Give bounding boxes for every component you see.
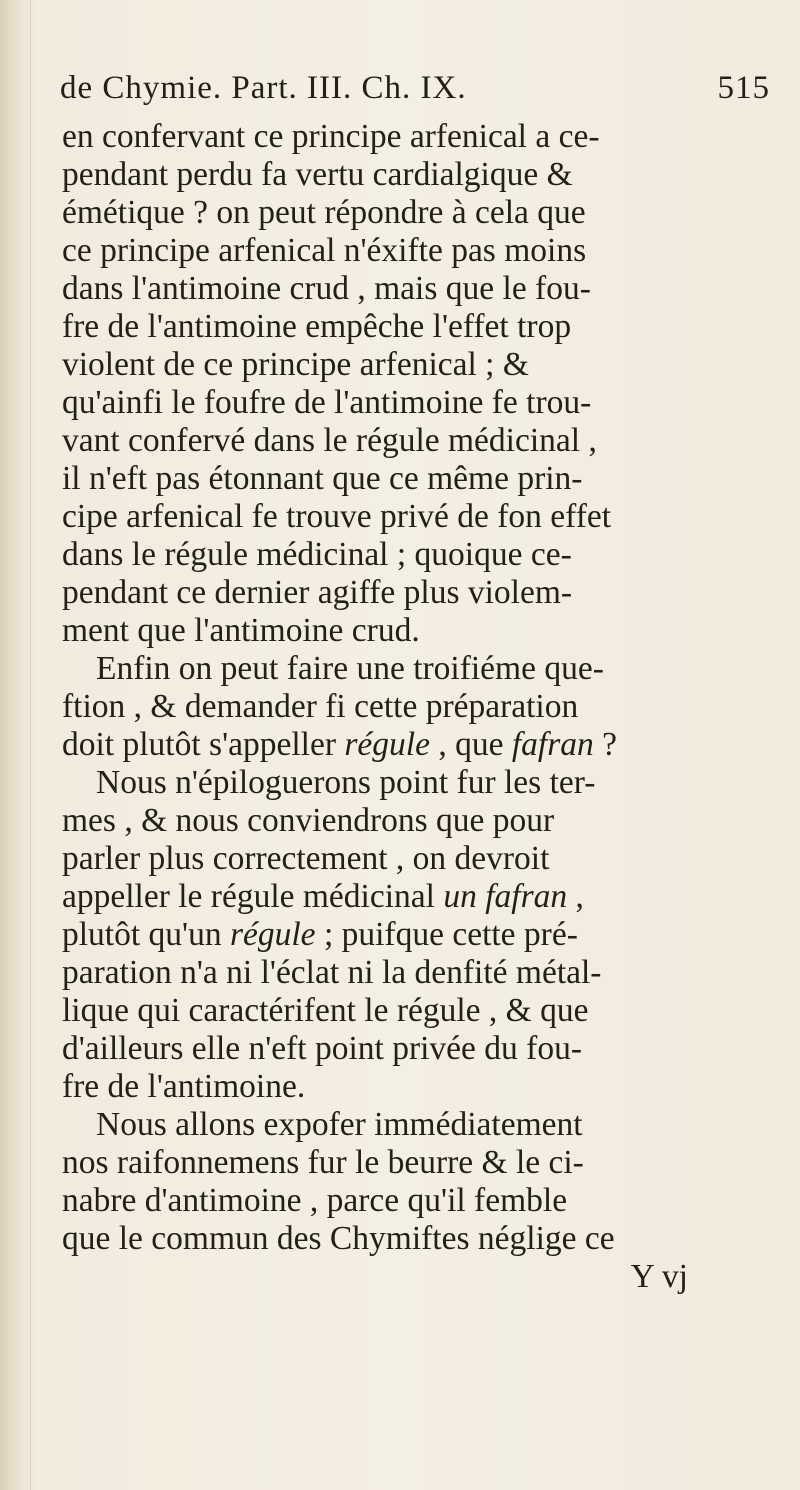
- text-line: ce principe arfenical n'éxifte pas moins: [62, 232, 587, 269]
- text-run: doit plutôt s'appeller: [62, 726, 345, 763]
- italic-term: régule: [229, 916, 316, 953]
- body-text: [62, 118, 774, 1296]
- text-line: pendant perdu fa vertu cardialgique &: [62, 156, 573, 193]
- text-line: ment que l'antimoine crud.: [62, 612, 420, 649]
- text-run: , que: [429, 726, 512, 763]
- text-line: ftion , & demander fi cette préparation: [62, 688, 579, 725]
- text-line: fre de l'antimoine empêche l'effet trop: [62, 308, 572, 345]
- paragraph-start-line: Nous n'épiloguerons point fur les ter-: [96, 764, 596, 801]
- text-run: ; puifque cette pré-: [315, 916, 578, 953]
- text-line: nabre d'antimoine , parce qu'il femble: [62, 1182, 568, 1219]
- italic-term: un fafran: [443, 878, 568, 915]
- italic-term: fafran: [511, 726, 594, 763]
- text-line: mes , & nous conviendrons que pour: [62, 802, 555, 839]
- text-line: fre de l'antimoine.: [62, 1068, 306, 1105]
- text-run: ,: [567, 878, 584, 915]
- text-line: violent de ce principe arfenical ; &: [62, 346, 529, 383]
- text-line-with-italics: [62, 916, 774, 954]
- running-head: [60, 70, 770, 114]
- text-line: émétique ? on peut répondre à cela que: [62, 194, 586, 231]
- text-line: cipe arfenical fe trouve privé de fon effet: [62, 498, 612, 535]
- text-line: nos raifonnemens fur le beurre & le ci-: [62, 1144, 584, 1181]
- text-line-with-italics: [62, 726, 774, 764]
- italic-term: régule: [344, 726, 430, 763]
- text-run: plutôt qu'un: [62, 916, 230, 953]
- page-number: 515: [717, 70, 770, 106]
- text-line: dans l'antimoine crud , mais que le fou-: [62, 270, 591, 307]
- text-line: d'ailleurs elle n'eft point privée du fou-: [62, 1030, 582, 1067]
- text-line-with-italics: [62, 878, 774, 916]
- text-line: que le commun des Chymiftes néglige ce: [62, 1220, 615, 1257]
- book-gutter: [0, 0, 22, 1490]
- running-head-title: de Chymie. Part. III. Ch. IX.: [60, 70, 467, 106]
- gutter-edge: [30, 0, 31, 1490]
- text-run: ?: [593, 726, 617, 763]
- text-line: en confervant ce principe arfenical a ce-: [62, 118, 600, 155]
- text-line: dans le régule médicinal ; quoique ce-: [62, 536, 572, 573]
- text-line: qu'ainfi le foufre de l'antimoine fe trou-: [62, 384, 592, 421]
- text-line: il n'eft pas étonnant que ce même prin-: [62, 460, 583, 497]
- paragraph-start-line: Nous allons expofer immédiatement: [96, 1106, 583, 1143]
- signature-mark: Y vj: [630, 1258, 688, 1295]
- text-line: lique qui caractérifent le régule , & que: [62, 992, 589, 1029]
- text-line: pendant ce dernier agiffe plus violem-: [62, 574, 573, 611]
- paragraph-start-line: Enfin on peut faire une troifiéme que-: [96, 650, 604, 687]
- text-run: appeller le régule médicinal: [62, 878, 444, 915]
- text-line: parler plus correctement , on devroit: [62, 840, 550, 877]
- text-line: paration n'a ni l'éclat ni la denfité métal-: [62, 954, 602, 991]
- text-line: vant confervé dans le régule médicinal ,: [62, 422, 597, 459]
